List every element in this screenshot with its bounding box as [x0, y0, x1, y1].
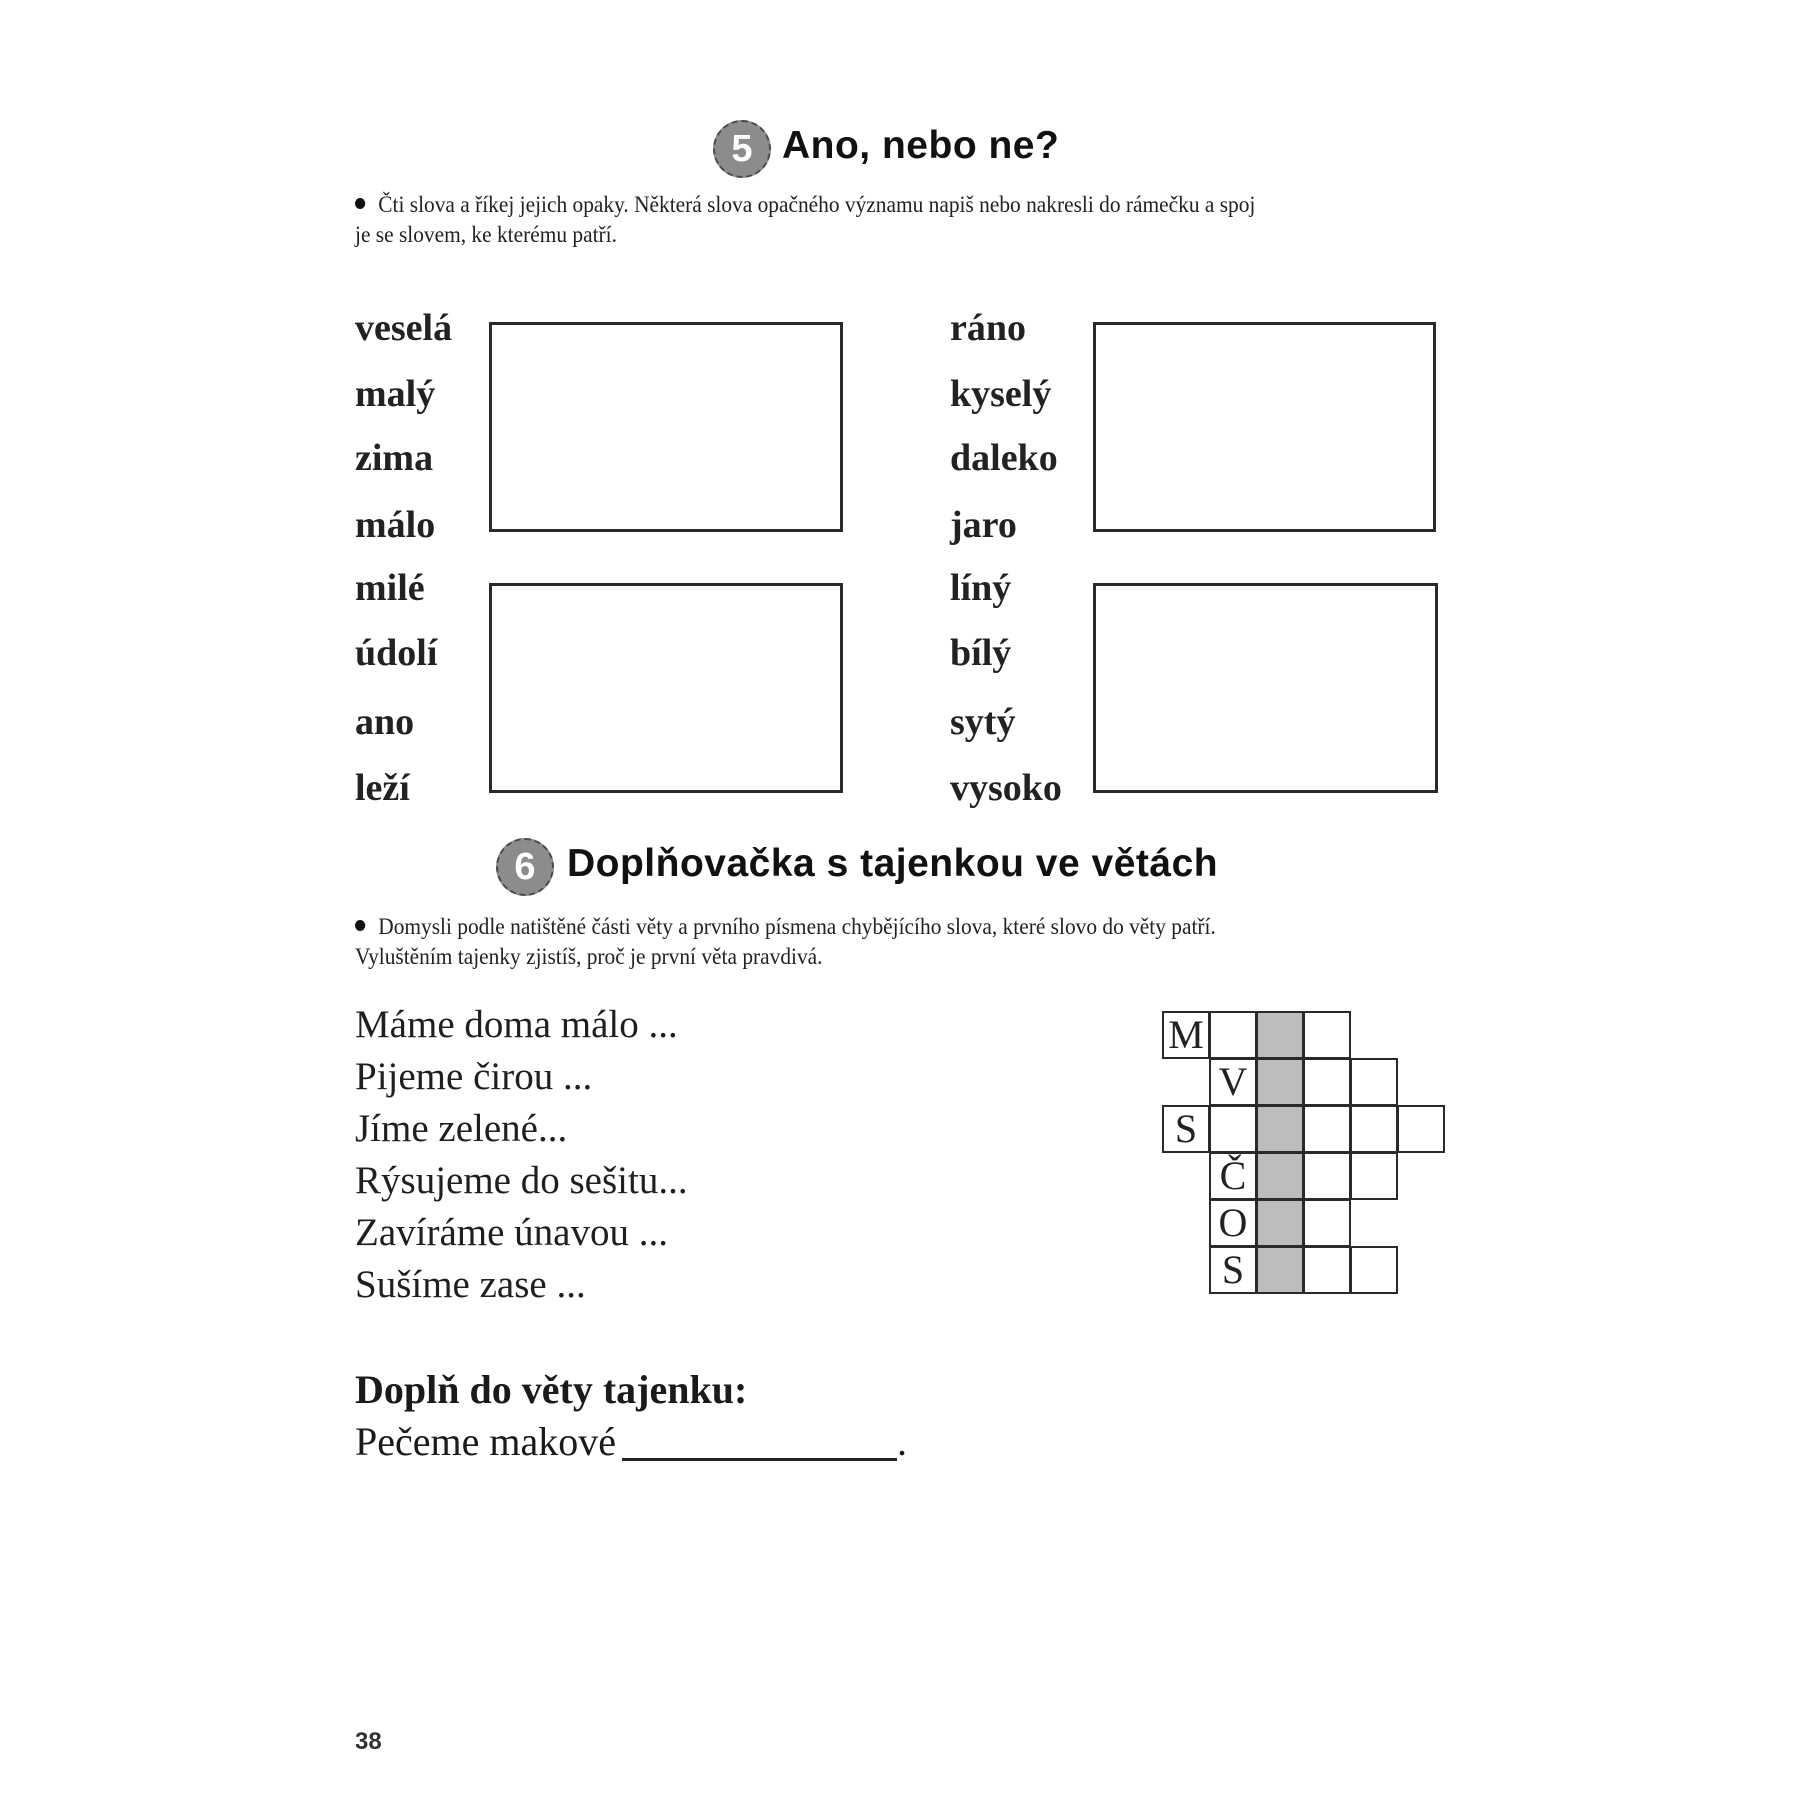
final-sentence — [355, 1420, 907, 1464]
exercise-title: Ano, nebo ne? — [782, 124, 1060, 167]
word-item: ano — [355, 701, 415, 743]
exercise-number-badge: 5 — [713, 120, 771, 178]
word-item: daleko — [950, 437, 1058, 479]
crossword-key-cell[interactable] — [1256, 1199, 1304, 1247]
word-item: veselá — [355, 307, 453, 349]
crossword-key-cell[interactable] — [1256, 1246, 1304, 1294]
sentence-clue: Jíme zelené... — [355, 1107, 568, 1150]
word-item: líný — [950, 567, 1012, 609]
bullet-icon — [355, 198, 365, 209]
crossword-cell[interactable] — [1303, 1246, 1351, 1294]
final-task-title: Doplň do věty tajenku: — [355, 1367, 748, 1412]
crossword-cell-given[interactable]: M — [1162, 1011, 1210, 1059]
word-item: sytý — [950, 701, 1016, 743]
word-item: ráno — [950, 307, 1026, 349]
answer-frame[interactable] — [489, 322, 843, 532]
word-item: bílý — [950, 632, 1012, 674]
sentence-clue: Sušíme zase ... — [355, 1263, 586, 1306]
sentence-clue: Rýsujeme do sešitu... — [355, 1159, 688, 1202]
crossword-cell[interactable] — [1350, 1105, 1398, 1153]
crossword-cell-given[interactable]: S — [1162, 1105, 1210, 1153]
word-item: jaro — [950, 504, 1017, 546]
crossword-key-cell[interactable] — [1256, 1011, 1304, 1059]
crossword-grid — [1162, 1011, 1462, 1311]
exercise-instruction — [355, 190, 1378, 250]
sentence-clue: Zavíráme únavou ... — [355, 1211, 668, 1254]
answer-frame[interactable] — [1093, 583, 1438, 793]
crossword-cell-given[interactable]: Č — [1209, 1152, 1257, 1200]
crossword-key-cell[interactable] — [1256, 1105, 1304, 1153]
crossword-cell[interactable] — [1350, 1152, 1398, 1200]
crossword-cell[interactable] — [1303, 1152, 1351, 1200]
word-item: leží — [355, 767, 410, 809]
page-number: 38 — [355, 1728, 382, 1755]
crossword-cell[interactable] — [1350, 1246, 1398, 1294]
instruction-line: Čti slova a říkej jejich opaky. Některá slova opačného významu napiš nebo nakresli do rámečku a spoj — [378, 192, 1256, 217]
word-item: málo — [355, 504, 436, 546]
exercise-title: Doplňovačka s tajenkou ve větách — [567, 842, 1219, 885]
bullet-icon — [355, 920, 365, 931]
crossword-cell[interactable] — [1209, 1105, 1257, 1153]
word-item: zima — [355, 437, 434, 479]
instruction-line: je se slovem, ke kterému patří. — [355, 222, 617, 247]
final-sentence-text: Pečeme makové — [355, 1419, 616, 1464]
word-item: malý — [355, 373, 436, 415]
word-item: vysoko — [950, 767, 1062, 809]
exercise-number-badge: 6 — [496, 838, 554, 896]
crossword-cell[interactable] — [1303, 1058, 1351, 1106]
crossword-cell[interactable] — [1303, 1011, 1351, 1059]
sentence-clue: Máme doma málo ... — [355, 1003, 678, 1046]
instruction-line: Vyluštěním tajenky zjistíš, proč je první věta pravdivá. — [355, 944, 823, 969]
instruction-line: Domysli podle natištěné části věty a prvního písmena chybějícího slova, které slovo do věty patří. — [378, 914, 1216, 939]
crossword-cell-given[interactable]: S — [1209, 1246, 1257, 1294]
crossword-cell-given[interactable]: V — [1209, 1058, 1257, 1106]
answer-blank[interactable] — [622, 1424, 897, 1461]
crossword-cell[interactable] — [1397, 1105, 1445, 1153]
crossword-cell[interactable] — [1209, 1011, 1257, 1059]
answer-frame[interactable] — [489, 583, 843, 793]
word-item: údolí — [355, 632, 438, 674]
crossword-cell-given[interactable]: O — [1209, 1199, 1257, 1247]
word-item: milé — [355, 567, 425, 609]
answer-frame[interactable] — [1093, 322, 1436, 532]
final-period: . — [897, 1419, 907, 1464]
crossword-cell[interactable] — [1303, 1199, 1351, 1247]
crossword-cell[interactable] — [1303, 1105, 1351, 1153]
exercise-instruction — [355, 912, 1378, 972]
crossword-key-cell[interactable] — [1256, 1058, 1304, 1106]
sentence-clue: Pijeme čirou ... — [355, 1055, 593, 1098]
word-item: kyselý — [950, 373, 1052, 415]
crossword-key-cell[interactable] — [1256, 1152, 1304, 1200]
crossword-cell[interactable] — [1350, 1058, 1398, 1106]
